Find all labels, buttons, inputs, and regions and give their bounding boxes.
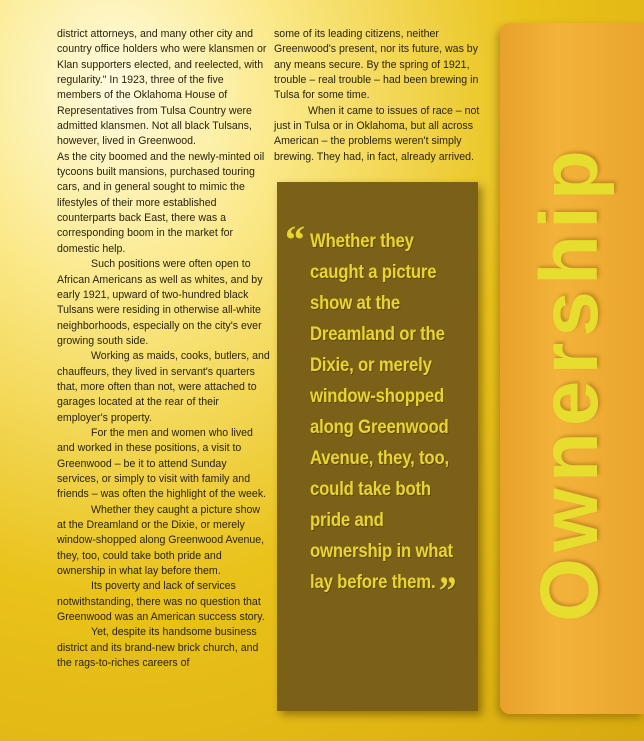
paragraph: Yet, despite its handsome business district and its brand-new brick church, and the rags-to-riches careers of bbox=[57, 626, 259, 670]
paragraph: Such positions were often open to African Americans as well as whites, and by early 1921, upward of two-hundred black Tulsans were residing in otherwise all-white neighborhoods, especially on the city's ever growing south side. bbox=[57, 258, 263, 347]
paragraph: When it came to issues of race – not just in Tulsa or in Oklahoma, but all across American – the problems weren't simply brewing. They had, in fact, already arrived. bbox=[274, 104, 480, 163]
paragraph: Its poverty and lack of services notwithstanding, there was no question that Greenwood was an American success story. bbox=[57, 580, 265, 624]
close-quote-mark: ” bbox=[438, 568, 457, 613]
pull-quote-text: Whether they caught a picture show at the Dreamland or the Dixie, or merely window-shopped along Greenwood Avenue, they, too, could take both pride and ownership in what lay before them. bbox=[310, 231, 453, 593]
paragraph: As the city boomed and the newly-minted oil tycoons built mansions, purchased touring cars, and in general sought to mimic the lifestyles of their more established counterparts back East, there was a corresponding boom in the market for domestic help. bbox=[57, 150, 265, 255]
paragraph: For the men and women who lived and worked in these positions, a visit to Greenwood – be it to attend Sunday services, or simply to visit with family and friends – was often the highlight of the week. bbox=[57, 426, 267, 501]
pull-quote-box: “ Whether they caught a picture show at the Dreamland or the Dixie, or merely window-shopped along Greenwood Avenue, they, too, could take both pride and ownership in what lay before them.” bbox=[277, 182, 478, 711]
paragraph: Working as maids, cooks, butlers, and chauffeurs, they lived in servant's quarters that, more often than not, were attached to garages located at the rear of their employer's property. bbox=[57, 350, 270, 424]
paragraph: district attorneys, and many other city and country office holders who were klansmen or Klan supporters elected, and reelected, with regularity." In 1923, three of the five members of the Oklahoma House of Representatives from Tulsa Country were admitted klansmen. Not all black Tulsans, however, lived in Greenwood. bbox=[57, 28, 267, 148]
paragraph: Whether they caught a picture show at the Dreamland or the Dixie, or merely window-shopped along Greenwood Avenue, they, too, could take both pride and ownership in what lay before them. bbox=[57, 503, 265, 578]
paragraph: some of its leading citizens, neither Greenwood's present, nor its future, was by any means secure. By the spring of 1921, trouble – real trouble – had been brewing in Tulsa for some time. bbox=[274, 28, 479, 102]
pull-quote bbox=[310, 226, 461, 613]
body-column-left bbox=[57, 27, 270, 671]
body-column-right bbox=[274, 27, 481, 165]
sidebar-title: Ownership bbox=[524, 144, 615, 622]
